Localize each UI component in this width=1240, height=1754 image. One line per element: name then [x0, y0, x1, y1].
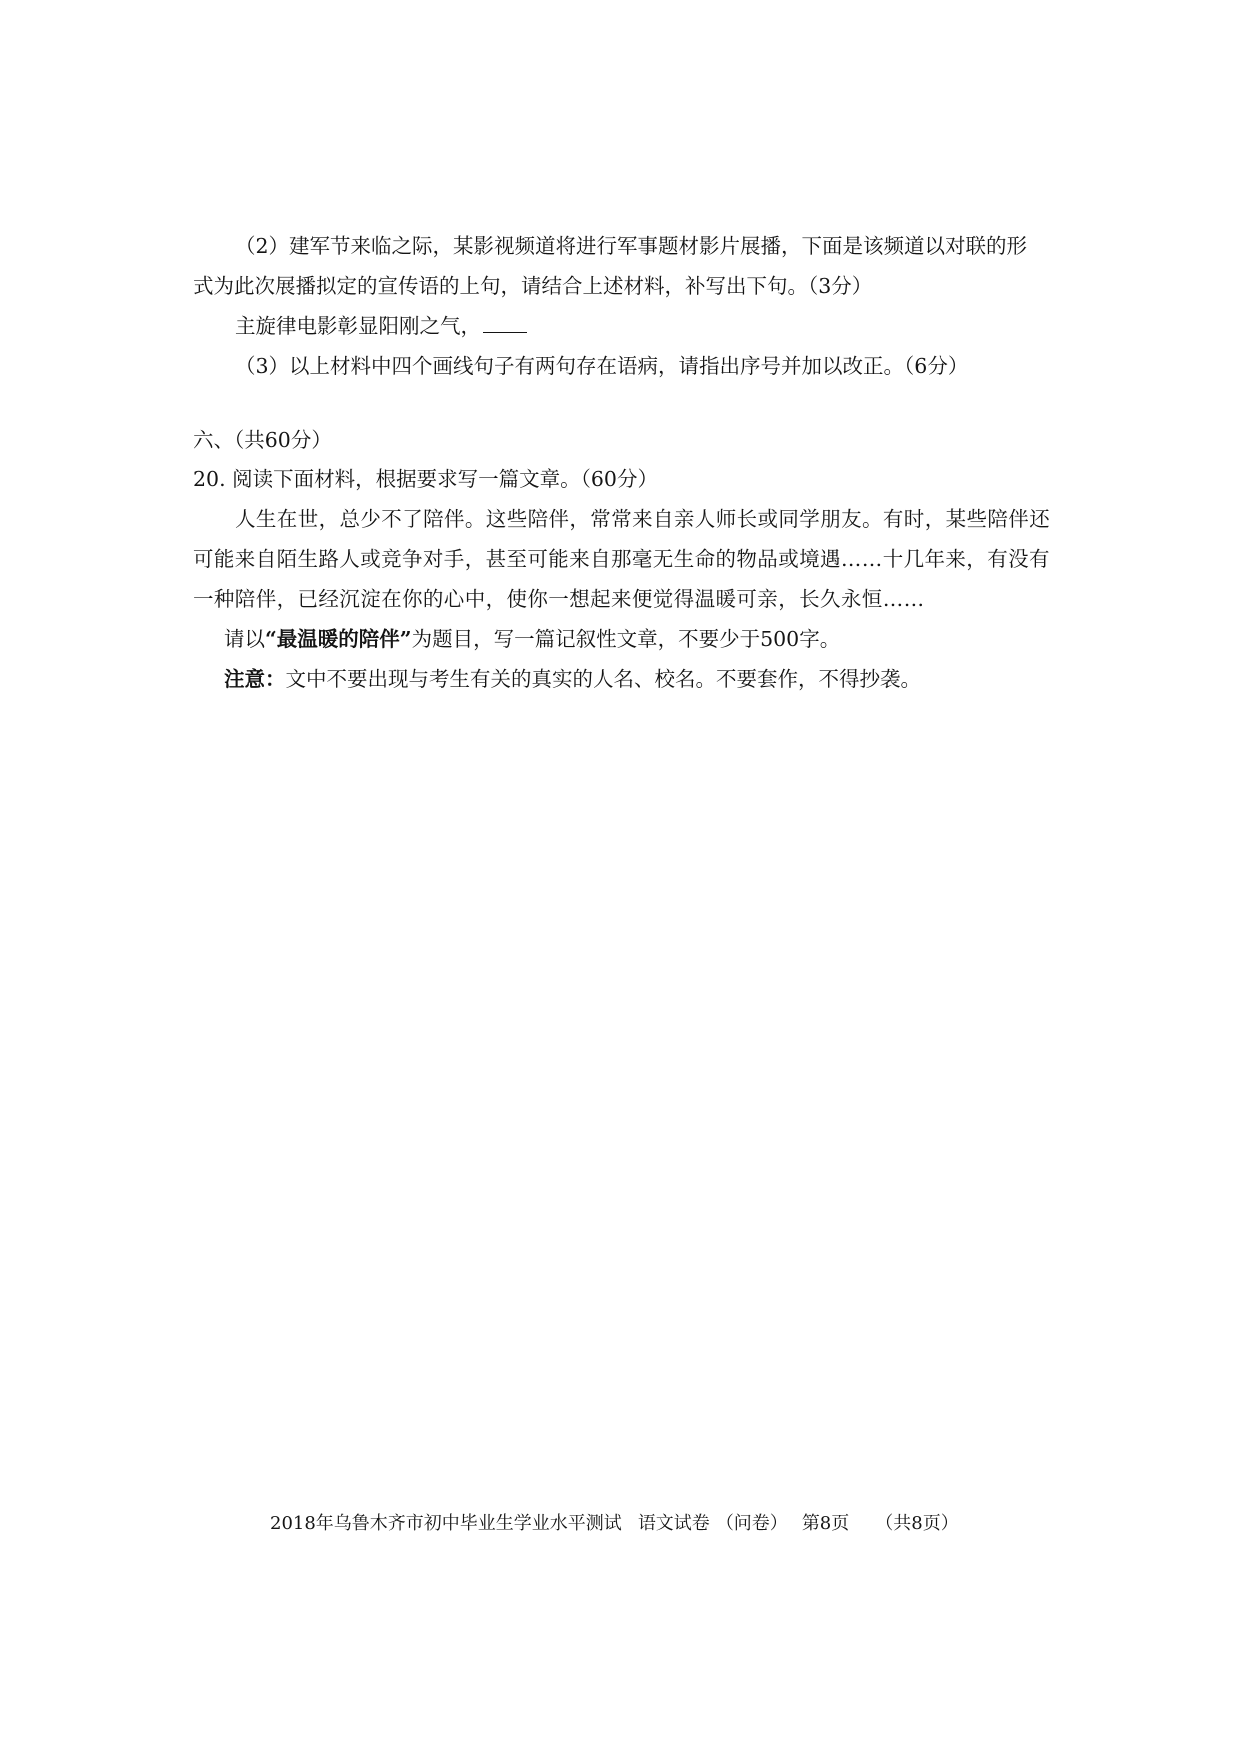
footer-page: 第8页 [801, 1513, 850, 1534]
page-footer [270, 1511, 959, 1537]
section-heading: 六、（共60分） [193, 428, 332, 452]
footer-total: （共8页） [875, 1513, 959, 1534]
footer-exam: 2018年乌鲁木齐市初中毕业生学业水平测试 [270, 1513, 622, 1534]
footer-subject: 语文试卷 [637, 1513, 710, 1534]
footer-paper: （问卷） [715, 1513, 788, 1534]
note-text: 文中不要出现与考生有关的真实的人名、校名。不要套作，不得抄袭。 [285, 667, 921, 691]
prompt-line [224, 624, 840, 654]
material-line-3: 一种陪伴，已经沉淀在你的心中，使你一想起来便觉得温暖可亲，长久永恒…… [193, 587, 925, 611]
prompt-title: “最温暖的陪伴” [265, 627, 412, 651]
question-20: 20. 阅读下面材料，根据要求写一篇文章。（60分） [193, 467, 658, 491]
q2-answer-line [235, 311, 527, 341]
material-line-2: 可能来自陌生路人或竞争对手，甚至可能来自那毫无生命的物品或境遇……十几年来，有没有 [193, 547, 1050, 571]
note-label: 注意： [224, 667, 286, 691]
q3-line-1: （3）以上材料中四个画线句子有两句存在语病，请指出序号并加以改正。（6分） [235, 354, 969, 378]
q2-line-2: 式为此次展播拟定的宣传语的上句，请结合上述材料，补写出下句。（3分） [193, 274, 873, 298]
q2-line-1: （2）建军节来临之际，某影视频道将进行军事题材影片展播，下面是该频道以对联的形 [235, 234, 1028, 258]
prompt-prefix: 请以 [224, 627, 265, 651]
note-line [224, 664, 921, 694]
q2-answer-prompt: 主旋律电影彰显阳刚之气， [235, 314, 481, 338]
answer-blank [483, 314, 527, 333]
prompt-suffix: 为题目，写一篇记叙性文章，不要少于500字。 [411, 627, 841, 651]
material-line-1: 人生在世，总少不了陪伴。这些陪伴，常常来自亲人师长或同学朋友。有时，某些陪伴还 [235, 507, 1051, 531]
